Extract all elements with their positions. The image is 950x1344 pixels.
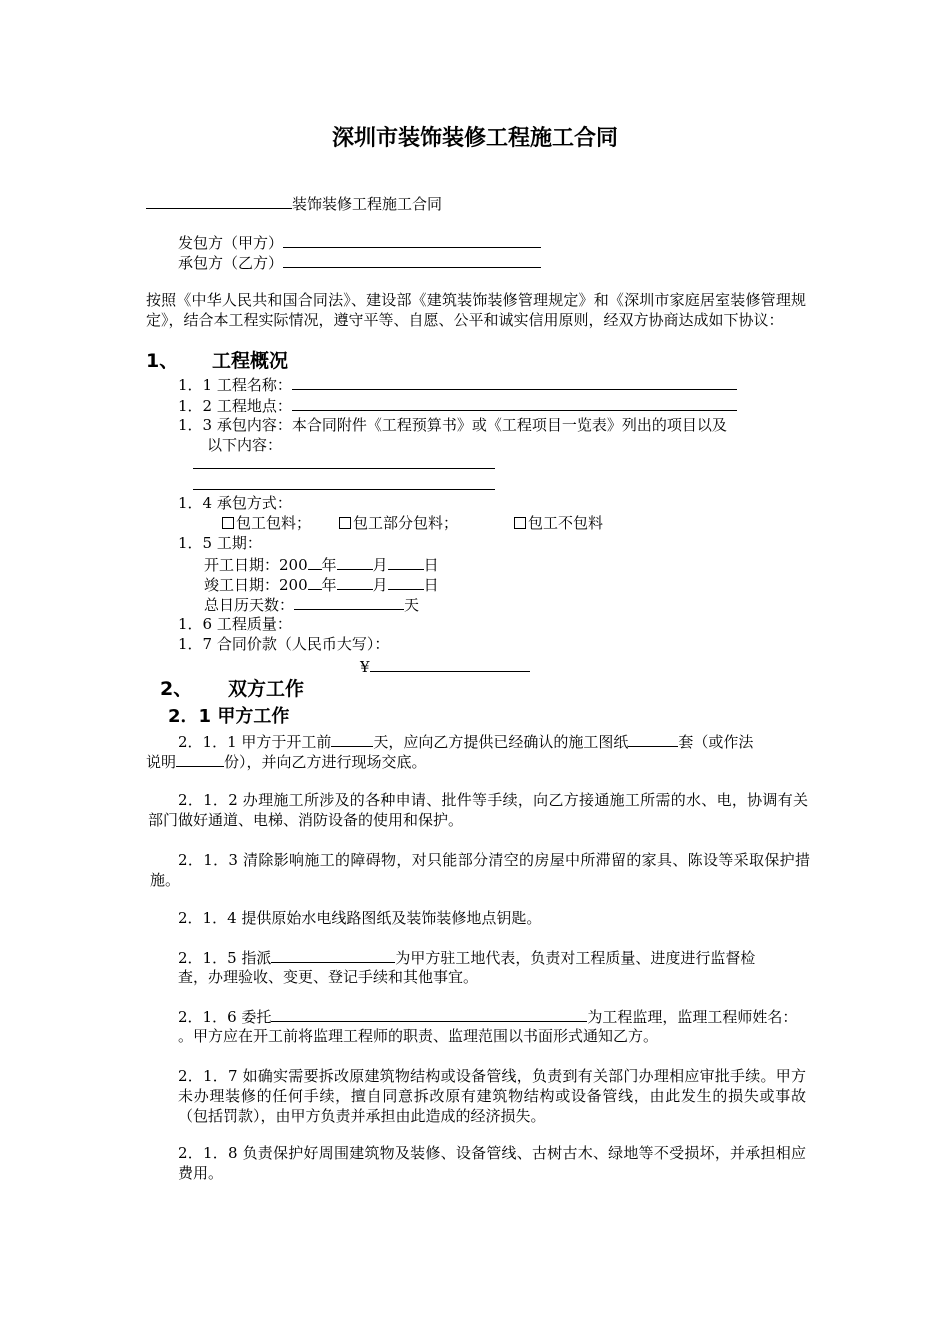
item-1-3-line2: 以下内容： [207,436,283,454]
project-name-blank[interactable] [146,193,292,209]
item-1-1 [178,374,737,395]
text: 2．1．1 甲方于开工前 [178,733,332,751]
price-line [360,656,530,677]
document-title: 深圳市装饰装修工程施工合同 [331,126,618,151]
end-day-field[interactable] [388,574,424,590]
text: 份），并向乙方进行现场交底。 [224,753,427,771]
text: 为工程监理，监理工程师姓名： [587,1008,798,1026]
text: 2．1．5 指派 [178,949,272,967]
para-2-1-1-line1 [178,731,753,752]
section-2-title: 双方工作 [228,678,305,700]
month-unit: 月 [372,576,388,594]
end-year-field[interactable] [308,574,322,590]
start-date-line [204,554,439,575]
text: 2．1．3 清除影响施工的障碍物，对只能部分清空的房屋中所滞留的家具、陈设等采取保护措施。 [150,851,810,889]
start-date-label: 开工日期：200 [204,556,308,574]
total-days-field[interactable] [294,594,404,610]
para-2-1-5-line1 [178,947,755,968]
item-1-4: 1．4 承包方式： [178,494,292,512]
item-1-2 [178,395,737,416]
start-year-field[interactable] [308,554,322,570]
total-days-line [204,594,419,615]
section-2-1-title: 2．1 甲方工作 [168,706,290,727]
start-day-field[interactable] [388,554,424,570]
text: 为甲方驻工地代表，负责对工程质量、进度进行监督检 [395,949,756,967]
option-1[interactable] [222,513,311,533]
intro-paragraph: 按照《中华人民共和国合同法》、建设部《建筑装饰装修管理规定》和《深圳市家庭居室装修管理规定》，结合本工程实际情况，遵守平等、自愿、公平和诚实信用原则，经双方协商达成如下协议： [146,291,806,329]
option-3-label: 包工不包料 [528,514,604,532]
text: 说明 [146,753,177,771]
option-3[interactable] [514,513,603,533]
party-b-label: 承包方（乙方） [178,254,284,272]
option-2-label: 包工部分包料； [353,514,459,532]
item-1-7: 1．7 合同价款（人民币大写）： [178,635,390,653]
price-field[interactable] [370,656,530,672]
text: 2．1．6 委托 [178,1008,272,1026]
section-1-title: 工程概况 [212,350,289,372]
supervisor-field[interactable] [271,1006,587,1022]
subtitle-line [146,193,442,214]
item-1-3-line1: 1．3 承包内容：本合同附件《工程预算书》或《工程项目一览表》列出的项目以及 [178,416,727,434]
month-unit: 月 [372,556,388,574]
section-2-number: 2、 [160,678,193,700]
project-name-field[interactable] [292,374,737,390]
para-2-1-7: 2．1．7 如确实需要拆改原建筑物结构或设备管线，负责到有关部门办理相应审批手续。甲方未办理装修的任何手续，擅自同意拆改原有建筑物结构或设备管线，由此发生的损失或事故（包括罚款），由甲方负责并承担由此造成的经济损失。 [178,1067,806,1125]
checkbox-icon[interactable] [222,517,234,529]
checkbox-icon[interactable] [339,517,351,529]
representative-field[interactable] [271,947,395,963]
item-1-1-label: 1．1 工程名称： [178,376,292,394]
option-2[interactable] [339,513,458,533]
para-2-1-6-line1 [178,1006,797,1027]
party-b-line [178,252,541,273]
text: 套（或作法 [678,733,754,751]
checkbox-icon[interactable] [514,517,526,529]
days-before-field[interactable] [331,731,373,747]
start-month-field[interactable] [337,554,373,570]
content-blank-2[interactable] [193,489,495,490]
drawing-sets-field[interactable] [628,731,678,747]
para-2-1-2 [148,790,808,830]
para-2-1-8: 2．1．8 负责保护好周围建筑物及装修、设备管线、古树古木、绿地等不受损坏，并承担相应费用。 [178,1144,806,1182]
section-1-number: 1、 [146,350,179,372]
para-2-1-5-line2: 查，办理验收、变更、登记手续和其他事宜。 [178,968,479,986]
copies-field[interactable] [176,751,224,767]
text: 2．1．2 办理施工所涉及的各种申请、批件等手续，向乙方接通施工所需的水、电，协调有关部门做好通道、电梯、消防设备的使用和保护。 [148,791,808,829]
year-unit: 年 [321,576,337,594]
end-date-line [204,574,439,595]
total-days-label: 总日历天数： [204,596,295,614]
days-unit: 天 [404,596,420,614]
day-unit: 日 [423,556,439,574]
party-a-line [178,232,541,253]
yen-symbol: ¥ [360,658,370,676]
project-location-field[interactable] [292,395,737,411]
party-b-blank[interactable] [283,252,541,268]
para-2-1-6-line2: 。甲方应在开工前将监理工程师的职责、监理范围以书面形式通知乙方。 [178,1027,659,1045]
end-month-field[interactable] [337,574,373,590]
end-date-label: 竣工日期：200 [204,576,308,594]
subtitle: 装饰装修工程施工合同 [292,195,443,213]
para-2-1-3 [150,850,810,890]
para-2-1-1-line2 [146,751,427,772]
year-unit: 年 [321,556,337,574]
day-unit: 日 [423,576,439,594]
para-2-1-4: 2．1．4 提供原始水电线路图纸及装饰装修地点钥匙。 [178,909,542,927]
item-1-6: 1．6 工程质量： [178,615,292,633]
party-a-blank[interactable] [283,232,541,248]
option-1-label: 包工包料； [236,514,312,532]
item-1-5: 1．5 工期： [178,534,262,552]
text: 天，应向乙方提供已经确认的施工图纸 [373,733,629,751]
content-blank-1[interactable] [193,468,495,469]
party-a-label: 发包方（甲方） [178,234,284,252]
item-1-2-label: 1．2 工程地点： [178,397,292,415]
